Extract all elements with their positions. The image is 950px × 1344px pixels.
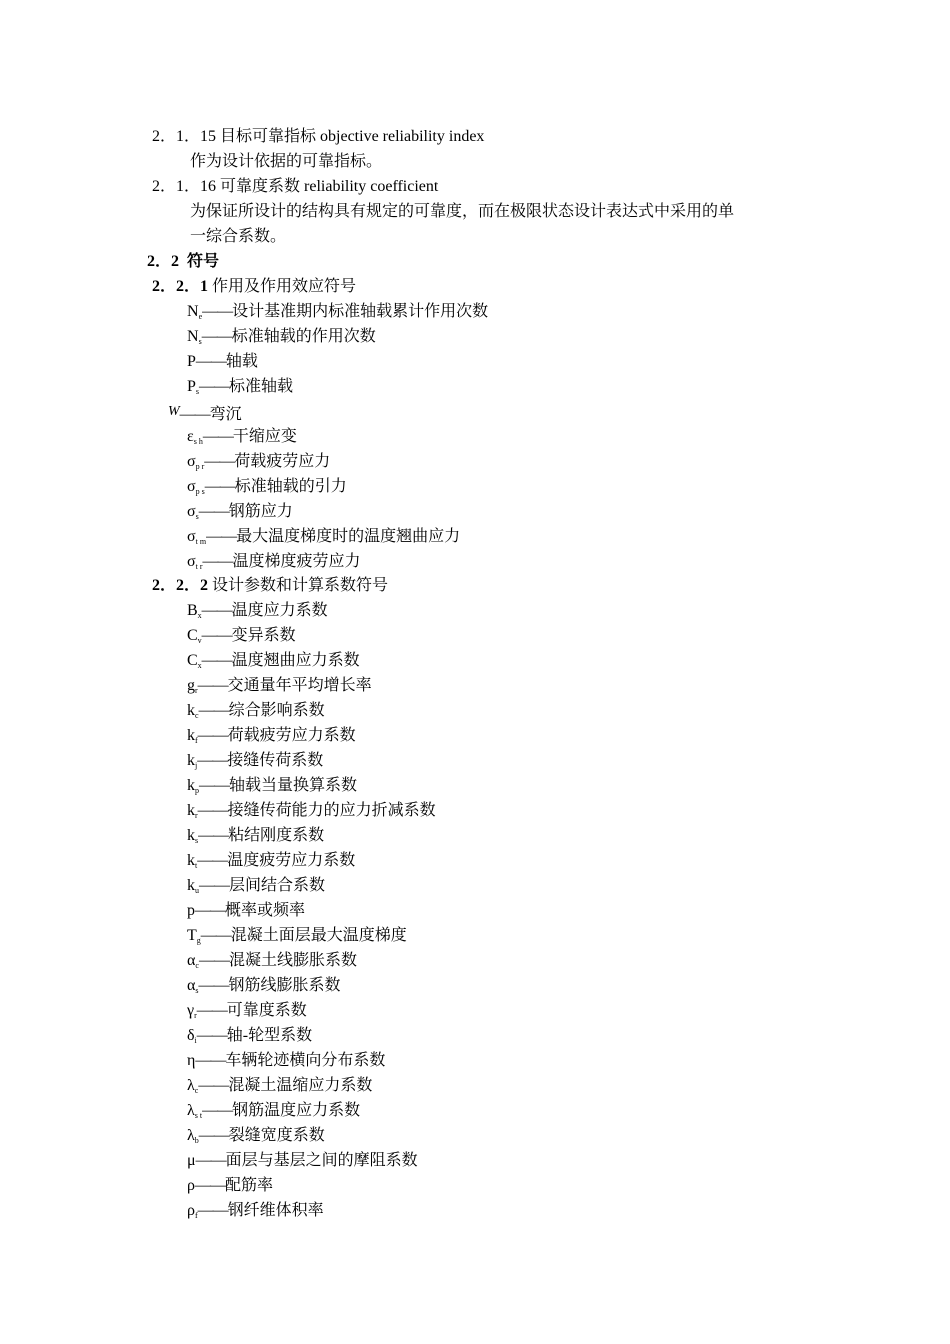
symbol-row: [187, 1126, 325, 1151]
symbol-row: [187, 552, 361, 577]
symbol: k: [187, 877, 195, 894]
em-dash: ——: [204, 478, 235, 495]
em-dash: ——: [198, 503, 229, 520]
symbol-subscript: c: [195, 711, 199, 720]
symbol-subscript: i: [194, 1036, 197, 1045]
em-dash: ——: [199, 378, 230, 395]
symbol-row: [187, 676, 372, 701]
symbol-description: 面层与基层之间的摩阻系数: [225, 1152, 418, 1169]
symbol-row: [187, 976, 341, 1001]
em-dash: ——: [197, 752, 228, 769]
symbol: σ: [187, 528, 196, 545]
symbol-row: [187, 1026, 312, 1051]
symbol-description: 标准轴载的引力: [234, 478, 347, 495]
symbol-description: 混凝土温缩应力系数: [228, 1077, 373, 1094]
symbol-subscript: p r: [195, 462, 205, 471]
symbol-description: 概率或频率: [225, 902, 306, 919]
symbol-subscript: p s: [195, 487, 205, 496]
em-dash: ——: [196, 1027, 227, 1044]
symbol-row: [187, 352, 258, 372]
symbol: k: [187, 727, 195, 744]
subsection-title: 作用及作用效应符号: [212, 278, 357, 295]
em-dash: ——: [197, 1202, 228, 1219]
symbol-description: 层间结合系数: [229, 877, 326, 894]
em-dash: ——: [195, 1152, 226, 1169]
symbol-description: 变异系数: [231, 627, 296, 644]
symbol: σ: [187, 453, 196, 470]
symbol-description: 接缝传荷能力的应力折减系数: [227, 802, 436, 819]
symbol-description: 弯沉: [209, 406, 242, 423]
symbol-subscript: t m: [195, 537, 207, 546]
em-dash: ——: [200, 927, 231, 944]
symbol: C: [187, 652, 198, 669]
em-dash: ——: [197, 802, 228, 819]
symbol: ε: [187, 428, 194, 445]
em-dash: ——: [198, 977, 229, 994]
em-dash: ——: [197, 727, 228, 744]
symbol-subscript: c: [195, 961, 199, 970]
subsection-number: 2．2．2: [152, 577, 209, 594]
symbol: λ: [187, 1102, 195, 1119]
symbol-description: 轴载: [225, 353, 258, 370]
symbol-row: [187, 1051, 385, 1071]
section-heading: [147, 252, 219, 272]
symbol-description: 钢筋温度应力系数: [232, 1102, 361, 1119]
symbol: B: [187, 602, 198, 619]
symbol: k: [187, 827, 195, 844]
symbol-row: [187, 801, 436, 826]
em-dash: ——: [202, 303, 233, 320]
em-dash: ——: [201, 652, 232, 669]
symbol-row: [187, 477, 347, 502]
symbol: μ: [187, 1152, 196, 1169]
symbol-description: 配筋率: [224, 1177, 273, 1194]
clause-number: 2．1．16: [152, 178, 217, 195]
symbol: g: [187, 677, 195, 694]
symbol: k: [187, 777, 195, 794]
symbol-subscript: t: [195, 861, 198, 870]
symbol-row: [187, 1101, 360, 1126]
symbol-subscript: f: [195, 736, 198, 745]
symbol-description: 车辆轮迹横向分布系数: [225, 1052, 386, 1069]
definition-text: 一综合系数。: [190, 228, 287, 245]
symbol: k: [187, 802, 195, 819]
section-number: 2．2: [147, 253, 180, 270]
symbol: λ: [187, 1127, 195, 1144]
em-dash: ——: [196, 1002, 227, 1019]
definition-text: 作为设计依据的可靠指标。: [190, 153, 383, 170]
em-dash: ——: [201, 627, 232, 644]
em-dash: ——: [202, 1102, 233, 1119]
symbol-subscript: r: [195, 686, 198, 695]
symbol-row: [187, 901, 305, 921]
em-dash: ——: [195, 902, 225, 919]
em-dash: ——: [179, 406, 210, 423]
symbol-subscript: x: [197, 611, 202, 620]
symbol-row: [187, 626, 296, 651]
symbol: W: [168, 404, 180, 419]
symbol-description: 干缩应变: [232, 428, 297, 445]
symbol-description: 钢筋线膨胀系数: [228, 977, 341, 994]
symbol-description: 最大温度梯度时的温度翘曲应力: [236, 528, 461, 545]
symbol-row: [187, 327, 376, 352]
symbol-row: [187, 851, 355, 876]
symbol-subscript: s: [195, 986, 199, 995]
symbol-row: [187, 377, 293, 402]
em-dash: ——: [202, 428, 233, 445]
symbol-row: [187, 502, 293, 527]
symbol-row: [187, 1001, 307, 1026]
em-dash: ——: [198, 1127, 229, 1144]
symbol-subscript: u: [195, 886, 199, 895]
symbol: σ: [187, 478, 196, 495]
em-dash: ——: [204, 453, 235, 470]
symbol-row: [187, 302, 488, 327]
symbol-subscript: f: [194, 1211, 198, 1220]
symbol-row: [187, 1176, 273, 1196]
symbol-description: 钢纤维体积率: [227, 1202, 324, 1219]
definition-text: 为保证所设计的结构具有规定的可靠度，而在极限状态设计表达式中采用的单: [190, 203, 735, 220]
symbol-description: 裂缝宽度系数: [228, 1127, 325, 1144]
symbol-row: [187, 527, 460, 552]
em-dash: ——: [198, 827, 229, 844]
symbol-description: 设计基准期内标准轴载累计作用次数: [232, 303, 489, 320]
definition-heading: [152, 127, 484, 147]
symbol-row: [187, 1151, 418, 1171]
symbol: p: [187, 902, 195, 919]
symbol-row: [187, 601, 328, 626]
em-dash: ——: [199, 877, 229, 894]
symbol-subscript: s: [195, 387, 200, 396]
clause-number: 2．1．15: [152, 128, 217, 145]
symbol-description: 钢筋应力: [228, 503, 293, 520]
symbol: ρ: [187, 1202, 195, 1219]
symbol-subscript: t r: [195, 562, 203, 571]
symbol: k: [187, 702, 195, 719]
symbol-subscript: v: [197, 636, 202, 645]
symbol-row: [187, 427, 297, 452]
symbol-subscript: s: [195, 512, 199, 521]
symbol: α: [187, 952, 196, 969]
symbol-subscript: b: [194, 1136, 199, 1145]
symbol-subscript: p: [195, 786, 199, 795]
em-dash: ——: [197, 677, 228, 694]
symbol: P: [187, 378, 196, 395]
symbol-subscript: s t: [194, 1111, 203, 1120]
symbol: N: [187, 328, 199, 345]
symbol-description: 混凝土线膨胀系数: [228, 952, 357, 969]
symbol: T: [187, 927, 197, 944]
em-dash: ——: [206, 528, 237, 545]
symbol: k: [187, 852, 195, 869]
em-dash: ——: [197, 852, 228, 869]
symbol-subscript: r: [195, 811, 198, 820]
symbol-description: 接缝传荷系数: [227, 752, 324, 769]
symbol-description: 混凝土面层最大温度梯度: [230, 927, 407, 944]
symbol-row: [187, 926, 407, 951]
symbol-subscript: e: [198, 312, 203, 321]
symbol-row: [187, 452, 330, 477]
symbol-row: [187, 826, 324, 851]
term-en: objective reliability index: [320, 128, 485, 145]
em-dash: ——: [195, 1052, 226, 1069]
em-dash: ——: [202, 553, 233, 570]
symbol: C: [187, 627, 198, 644]
symbol-description: 轴-轮型系数: [226, 1027, 313, 1044]
symbol-description: 温度翘曲应力系数: [231, 652, 360, 669]
symbol-row: [168, 402, 242, 425]
symbol-row: [187, 651, 360, 676]
symbol-description: 温度应力系数: [231, 602, 328, 619]
symbol: η: [187, 1052, 196, 1069]
symbol-subscript: g: [196, 936, 201, 945]
symbol-description: 交通量年平均增长率: [227, 677, 372, 694]
symbol: λ: [187, 1077, 195, 1094]
term-en: reliability coefficient: [304, 178, 439, 195]
subsection-heading: [152, 576, 388, 596]
symbol-description: 温度梯度疲劳应力: [232, 553, 361, 570]
symbol-row: [187, 751, 323, 776]
em-dash: ——: [198, 702, 229, 719]
em-dash: ——: [198, 952, 229, 969]
term-cn: 目标可靠指标: [220, 128, 317, 145]
definition-heading: [152, 177, 438, 197]
symbol-row: [187, 876, 325, 901]
em-dash: ——: [195, 353, 226, 370]
symbol: P: [187, 353, 196, 370]
symbol-row: [187, 1201, 324, 1226]
symbol: σ: [187, 503, 196, 520]
symbol-subscript: s: [198, 337, 202, 346]
symbol: σ: [187, 553, 196, 570]
symbol-description: 综合影响系数: [228, 702, 325, 719]
symbol-description: 温度疲劳应力系数: [227, 852, 356, 869]
symbol: δ: [187, 1027, 195, 1044]
symbol-subscript: j: [195, 761, 198, 770]
symbol: α: [187, 977, 196, 994]
subsection-number: 2．2．1: [152, 278, 209, 295]
symbol: N: [187, 303, 199, 320]
symbol-description: 粘结刚度系数: [228, 827, 325, 844]
symbol-row: [187, 1076, 372, 1101]
symbol-description: 可靠度系数: [226, 1002, 307, 1019]
em-dash: ——: [194, 1177, 225, 1194]
em-dash: ——: [198, 1077, 229, 1094]
em-dash: ——: [201, 328, 232, 345]
symbol: ρ: [187, 1177, 195, 1194]
symbol-row: [187, 776, 357, 801]
em-dash: ——: [201, 602, 232, 619]
em-dash: ——: [199, 777, 229, 794]
symbol: γ: [187, 1002, 195, 1019]
symbol-subscript: c: [194, 1086, 199, 1095]
subsection-title: 设计参数和计算系数符号: [212, 577, 389, 594]
symbol-row: [187, 951, 357, 976]
symbol: k: [187, 752, 195, 769]
term-cn: 可靠度系数: [220, 178, 301, 195]
subsection-heading: [152, 277, 356, 297]
symbol-row: [187, 701, 325, 726]
symbol-row: [187, 726, 356, 751]
symbol-subscript: x: [197, 661, 202, 670]
symbol-subscript: s h: [193, 437, 203, 446]
symbol-description: 轴载当量换算系数: [229, 777, 358, 794]
symbol-subscript: r: [194, 1011, 197, 1020]
symbol-description: 标准轴载的作用次数: [231, 328, 376, 345]
symbol-description: 荷载疲劳应力系数: [227, 727, 356, 744]
section-title: 符号: [187, 253, 220, 270]
symbol-description: 标准轴载: [229, 378, 294, 395]
symbol-description: 荷载疲劳应力: [234, 453, 331, 470]
symbol-subscript: s: [195, 836, 199, 845]
